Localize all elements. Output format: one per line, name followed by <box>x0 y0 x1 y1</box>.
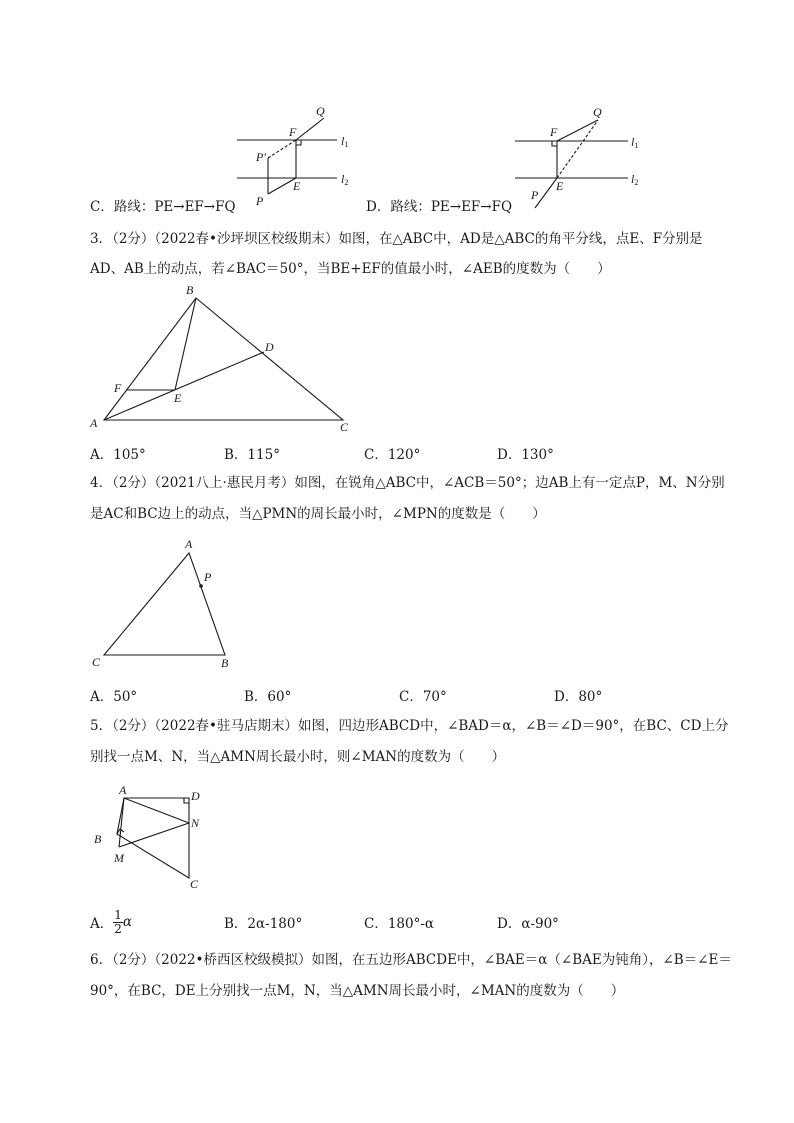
q2-option-c: C．路线：PE→EF→FQ <box>90 199 236 215</box>
svg-text:B: B <box>186 283 194 297</box>
q4-option-c: C．70° <box>399 689 447 705</box>
q3-option-a: A．105° <box>90 447 146 463</box>
label-e-c: E <box>293 179 301 193</box>
svg-text:C: C <box>190 877 199 891</box>
q5-stem-line2: 别找一点M、N，当△AMN周长最小时，则∠MAN的度数为（ ） <box>90 749 506 765</box>
q4-stem-line1: 4．（2分）（2021八上·惠民月考）如图，在锐角△ABC中，∠ACB＝50°；边AB上有一定点P，M、N分别 <box>90 475 725 491</box>
svg-text:A: A <box>185 537 193 551</box>
svg-text:M: M <box>114 851 124 865</box>
q2-option-d: D．路线：PE→EF→FQ <box>366 199 513 215</box>
q4-option-b: B．60° <box>244 689 292 705</box>
label-l2-d: l2 <box>631 172 639 187</box>
svg-text:D: D <box>265 340 274 354</box>
label-p-d: P <box>531 188 539 202</box>
q4-stem-line2: 是AC和BC边上的动点，当△PMN的周长最小时，∠MPN的度数是（ ） <box>90 506 546 522</box>
label-e-d: E <box>556 179 564 193</box>
svg-text:F: F <box>114 381 122 395</box>
q4-option-a: A．50° <box>90 689 138 705</box>
svg-text:N: N <box>191 816 200 830</box>
svg-text:P: P <box>204 570 212 584</box>
q6-stem-line2: 90°，在BC，DE上分别找一点M，N，当△AMN周长最小时，∠MAN的度数为（ ） <box>90 983 625 999</box>
label-l1-c: l1 <box>341 134 349 149</box>
svg-text:D: D <box>191 789 200 803</box>
q5-option-d: D．α-90° <box>497 916 559 932</box>
svg-text:E: E <box>174 391 182 405</box>
svg-text:A: A <box>90 416 98 430</box>
svg-text:A: A <box>119 783 127 797</box>
svg-text:C: C <box>92 655 101 669</box>
q6-stem-line1: 6．（2分）（2022•桥西区校级模拟）如图，在五边形ABCDE中，∠BAE＝α（∠BAE为钝角），∠B＝∠E＝ <box>90 952 732 968</box>
q5-option-c: C．180°-α <box>364 916 435 932</box>
q3-option-c: C．120° <box>364 447 421 463</box>
q5-stem-line1: 5．（2分）（2022春•驻马店期末）如图，四边形ABCD中，∠BAD＝α，∠B＝∠D＝90°，在BC、CD上分 <box>90 718 729 734</box>
q5-option-a: A． $\frac{1}{2}$ α <box>90 907 133 936</box>
q5-option-b: B．2α-180° <box>224 916 303 932</box>
fraction-one-half: $\frac{1}{2}$ <box>114 907 122 936</box>
q3-stem-line1: 3．（2分）（2022春•沙坪坝区校级期末）如图，在△ABC中，AD是△ABC的角平分线，点E、F分别是 <box>90 231 703 247</box>
label-p-lower-c: P <box>256 194 264 208</box>
label-q-d: Q <box>593 105 602 119</box>
q3-stem-line2: AD、AB上的动点，若∠BAC＝50°，当BE+EF的值最小时，∠AEB的度数为（ ） <box>90 261 611 277</box>
label-p-upper-c: P′ <box>256 150 266 164</box>
svg-text:B: B <box>221 656 229 670</box>
svg-text:C: C <box>340 420 349 434</box>
label-l2-c: l2 <box>341 172 349 187</box>
label-q-c: Q <box>316 104 325 118</box>
label-f-d: F <box>550 125 558 139</box>
svg-text:B: B <box>94 832 102 846</box>
q3-option-b: B．115° <box>224 447 280 463</box>
label-l1-d: l1 <box>631 135 639 150</box>
q4-option-d: D．80° <box>554 689 603 705</box>
q3-option-d: D．130° <box>497 447 554 463</box>
label-f-c: F <box>289 125 297 139</box>
